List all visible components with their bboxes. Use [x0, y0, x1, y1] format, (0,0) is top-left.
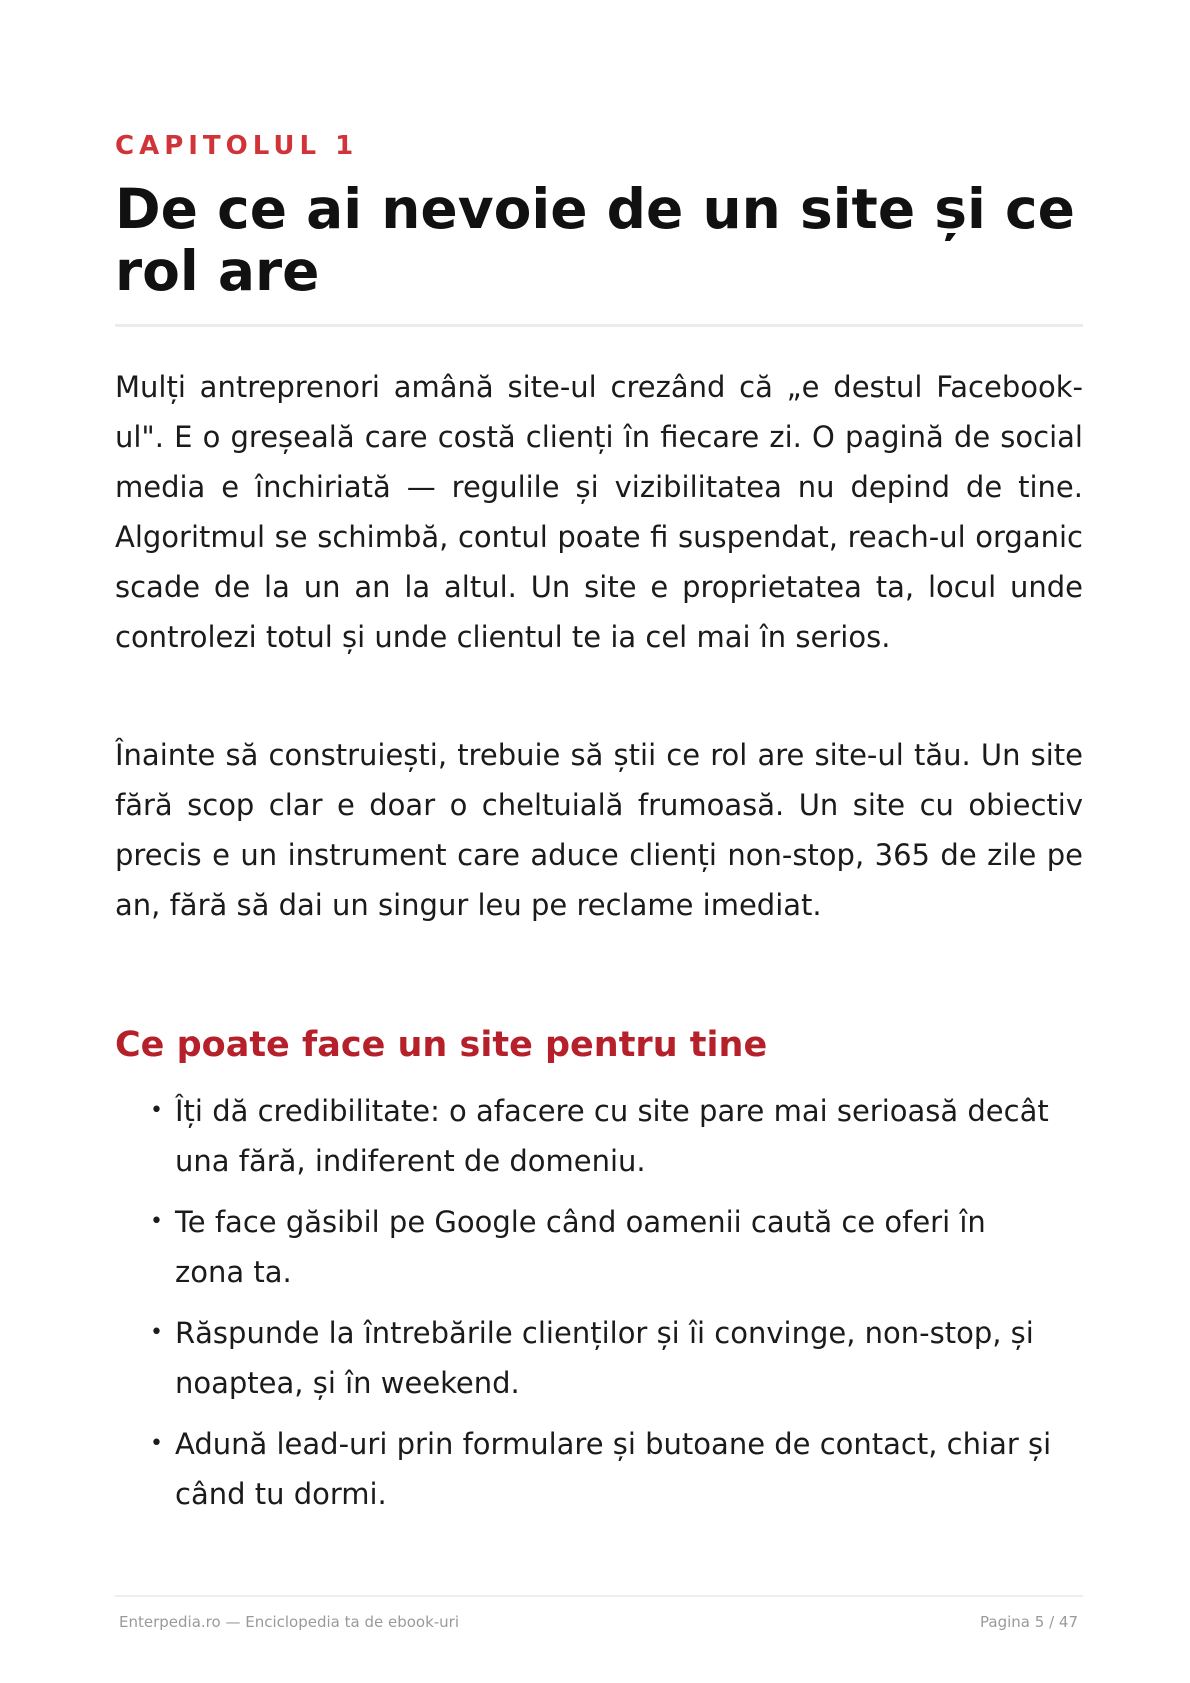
- list-item-text: Te face găsibil pe Google când oamenii caută ce oferi în zona ta.: [175, 1205, 986, 1289]
- role-paragraph: Înainte să construiești, trebuie să știi ce rol are site-ul tău. Un site fără scop clar e doar o cheltuială frumoasă. Un site cu obiectiv precis e un instrument care aduce clienți non-stop, 365 de zile pe an, fără să dai un singur leu pe reclame imediat.: [115, 738, 1083, 922]
- bullet-icon: •: [150, 1320, 163, 1345]
- chapter-label: CAPITOLUL 1: [115, 131, 359, 161]
- list-item-text: Răspunde la întrebările clienților și îi convinge, non-stop, și noaptea, și în weekend.: [175, 1316, 1034, 1400]
- section-heading: Ce poate face un site pentru tine: [115, 1025, 768, 1065]
- list-item: [150, 1419, 1060, 1519]
- list-item-text: Îți dă credibilitate: o afacere cu site pare mai serioasă decât una fără, indiferent de domeniu.: [175, 1094, 1049, 1178]
- bullet-icon: •: [150, 1209, 163, 1234]
- benefits-list: [150, 1086, 1060, 1530]
- list-item: [150, 1197, 1060, 1297]
- footer-divider: [115, 1595, 1083, 1597]
- list-item: [150, 1308, 1060, 1408]
- page-number: Pagina 5 / 47: [980, 1613, 1078, 1631]
- footer-site-credit: Enterpedia.ro — Enciclopedia ta de ebook-uri: [119, 1613, 460, 1631]
- bullet-icon: •: [150, 1098, 163, 1123]
- ebook-page: [115, 0, 1083, 1683]
- title-divider: [115, 324, 1083, 327]
- list-item-text: Adună lead-uri prin formulare și butoane de contact, chiar și când tu dormi.: [175, 1427, 1052, 1511]
- bullet-icon: •: [150, 1431, 163, 1456]
- page-title: De ce ai nevoie de un site și ce rol are: [115, 177, 1075, 303]
- intro-paragraph: Mulți antreprenori amână site-ul crezând că „e destul Facebook-ul". E o greșeală care costă clienți în fiecare zi. O pagină de social media e închiriată — regulile și vizibilitatea nu depind de tine. Algoritmul se schimbă, contul poate fi suspendat, reach-ul organic scade de la un an la altul. Un site e proprietatea ta, locul unde controlezi totul și unde clientul te ia cel mai în serios.: [115, 370, 1083, 654]
- list-item: [150, 1086, 1060, 1186]
